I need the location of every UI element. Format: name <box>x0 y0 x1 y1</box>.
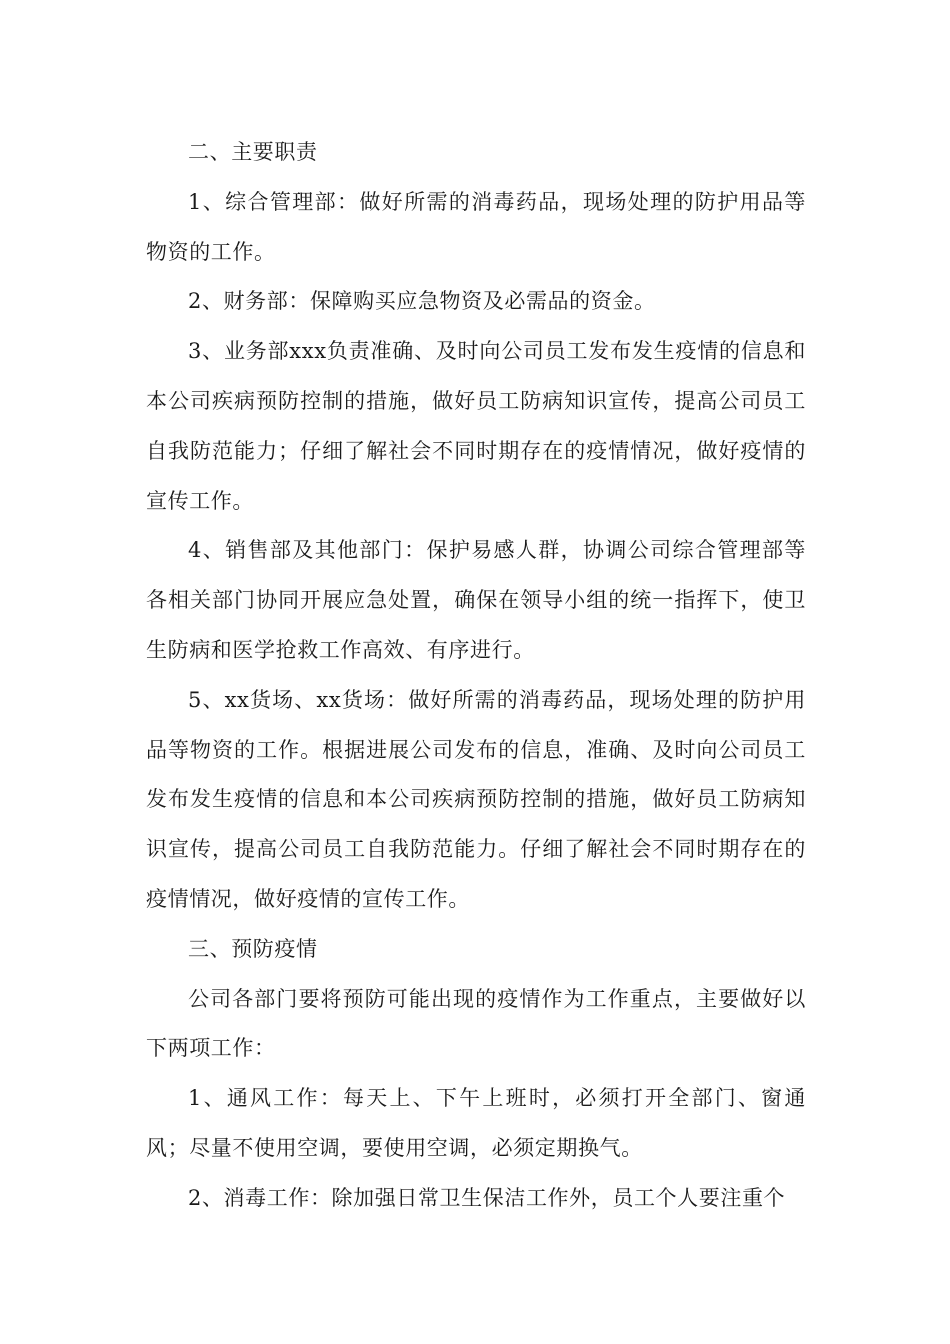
prevention-paragraph-ventilation: 1、通风工作：每天上、下午上班时，必须打开全部门、窗通风；尽量不使用空调，要使用空调，必须定期换气。 <box>146 1086 806 1160</box>
prevention-intro-paragraph: 公司各部门要将预防可能出现的疫情作为工作重点，主要做好以下两项工作： <box>146 986 806 1061</box>
duty-paragraph-finance: 2、财务部：保障购买应急物资及必需品的资金。 <box>188 289 656 314</box>
duty-paragraph-business: 3、业务部xxx负责准确、及时向公司员工发布发生疫情的信息和本公司疾病预防控制的措施，做好员工防病知识宣传，提高公司员工自我防范能力；仔细了解社会不同时期存在的疫情情况，做好疫情的宣传工作。 <box>146 339 806 513</box>
duty-paragraph-sales: 4、销售部及其他部门：保护易感人群，协调公司综合管理部等各相关部门协同开展应急处置，确保在领导小组的统一指挥下，使卫生防病和医学抢救工作高效、有序进行。 <box>146 538 806 662</box>
document-body <box>146 128 806 1224</box>
section-heading-prevention: 三、预防疫情 <box>188 936 318 961</box>
section-heading-main-duties: 二、主要职责 <box>188 140 318 164</box>
duty-paragraph-freight-yards: 5、xx货场、xx货场：做好所需的消毒药品，现场处理的防护用品等物资的工作。根据进展公司发布的信息，准确、及时向公司员工发布发生疫情的信息和本公司疾病预防控制的措施，做好员工防病知识宣传，提高公司员工自我防范能力。仔细了解社会不同时期存在的疫情情况，做好疫情的宣传工作。 <box>146 687 806 911</box>
prevention-paragraph-disinfection: 2、消毒工作：除加强日常卫生保洁工作外，员工个人要注重个 <box>188 1185 786 1210</box>
duty-paragraph-general-management: 1、综合管理部：做好所需的消毒药品，现场处理的防护用品等物资的工作。 <box>146 189 806 264</box>
